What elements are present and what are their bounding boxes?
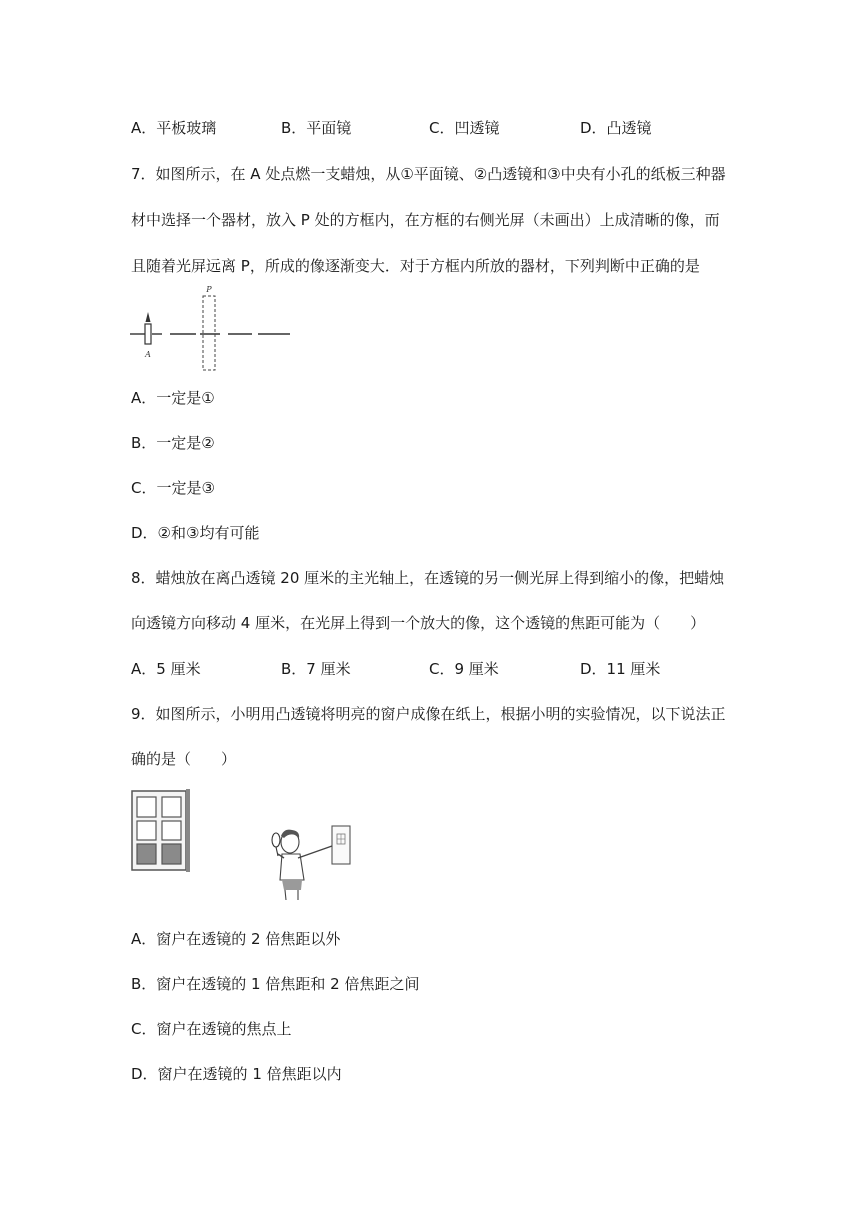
candle-icon — [145, 324, 151, 344]
window-pane-dark — [162, 844, 181, 864]
q8-stem-line-1: 8．蜡烛放在离凸透镜 20 厘米的主光轴上，在透镜的另一侧光屏上得到缩小的像，把蜡烛 — [131, 569, 725, 587]
q7-option-c: C．一定是③ — [131, 479, 215, 497]
q7-optics-figure — [128, 284, 293, 374]
q9-stem-line-2: 确的是（ ） — [131, 750, 237, 768]
q7-option-a: A．一定是① — [131, 389, 215, 407]
q9-stem-line-1: 9．如图所示，小明用凸透镜将明亮的窗户成像在纸上，根据小明的实验情况，以下说法正 — [131, 705, 726, 723]
q9-option-a: A．窗户在透镜的 2 倍焦距以外 — [131, 930, 341, 948]
window-pane — [162, 797, 181, 817]
window-pane — [137, 821, 156, 840]
q7-option-b: B．一定是② — [131, 434, 215, 452]
q8-option-b: B．7 厘米 — [281, 660, 351, 678]
q8-option-c: C．9 厘米 — [429, 660, 499, 678]
q9-option-c: C．窗户在透镜的焦点上 — [131, 1020, 292, 1038]
lens-icon — [272, 833, 280, 847]
q9-option-b: B．窗户在透镜的 1 倍焦距和 2 倍焦距之间 — [131, 975, 420, 993]
label-a: A — [145, 350, 151, 359]
person-arm — [298, 846, 332, 858]
q6-option-c: C．凹透镜 — [429, 119, 500, 137]
q8-option-a: A．5 厘米 — [131, 660, 201, 678]
window-pane-dark — [137, 844, 156, 864]
window-figure — [128, 788, 210, 876]
box-p — [203, 296, 215, 370]
person-with-lens-figure — [262, 820, 362, 902]
q6-option-d: D．凸透镜 — [580, 119, 652, 137]
q8-option-d: D．11 厘米 — [580, 660, 661, 678]
window-pane — [162, 821, 181, 840]
label-p: P — [206, 285, 212, 294]
q6-option-b: B．平面镜 — [281, 119, 352, 137]
q8-stem-line-2: 向透镜方向移动 4 厘米，在光屏上得到一个放大的像，这个透镜的焦距可能为（ ） — [131, 614, 706, 632]
q9-option-d: D．窗户在透镜的 1 倍焦距以内 — [131, 1065, 342, 1083]
q7-stem-line-1: 7．如图所示，在 A 处点燃一支蜡烛，从①平面镜、②凸透镜和③中央有小孔的纸板三种器 — [131, 165, 726, 183]
window-pane — [137, 797, 156, 817]
window-sill — [186, 789, 190, 872]
flame-icon — [146, 312, 151, 322]
paper-screen — [332, 826, 350, 864]
q7-option-d: D．②和③均有可能 — [131, 524, 260, 542]
q7-stem-line-2: 材中选择一个器材，放入 P 处的方框内，在方框的右侧光屏（未画出）上成清晰的像，而 — [131, 211, 720, 229]
q6-option-a: A．平板玻璃 — [131, 119, 217, 137]
q7-stem-line-3: 且随着光屏远离 P，所成的像逐渐变大．对于方框内所放的器材，下列判断中正确的是 — [131, 257, 700, 275]
